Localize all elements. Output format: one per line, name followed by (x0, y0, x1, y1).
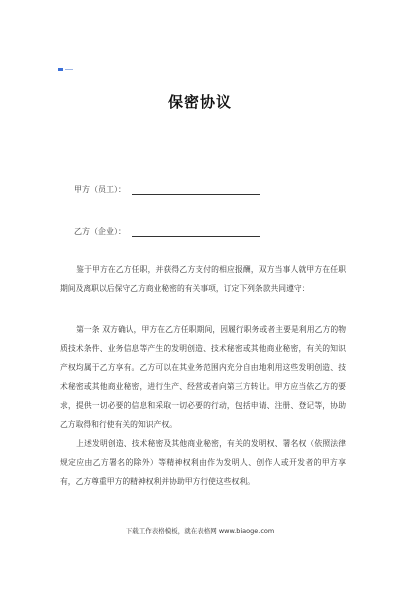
footer-text: 下载工作表格模板，就在表格网 www.biaoge.com (125, 527, 275, 535)
party-b-label: 乙方（企业）： (74, 227, 126, 236)
header-mark (58, 68, 73, 71)
party-a-label: 甲方（员工）： (74, 185, 126, 194)
document-title: 保密协议 (167, 93, 232, 111)
article-1-paragraph (60, 320, 346, 434)
preamble-paragraph (60, 260, 346, 298)
article-1-text: 第一条 双方确认，甲方在乙方任职期间，因履行职务或者主要是利用乙方的物质技术条件、业务信息等产生的发明创造、技术秘密或其他商业秘密，有关的知识产权均属于乙方享有。乙方可以在其业务范围内充分自由地利用这些发明创造、技术秘密或其他商业秘密，进行生产、经营或者向第三方转让。甲方应当依乙方的要求，提供一切必要的信息和采取一切必要的行动，包括申请、注册、登记等，协助乙方取得和行使有关的知识产权。 (60, 325, 346, 429)
party-b-row (74, 226, 260, 237)
preamble-text: 鉴于甲方在乙方任职，并获得乙方支付的相应报酬，双方当事人就甲方在任职期间及离职以后保守乙方商业秘密的有关事项，订定下列条款共同遵守： (60, 265, 346, 293)
article-1-paragraph-2 (60, 434, 346, 491)
header-mark-bar (58, 68, 63, 71)
party-b-blank-line (132, 227, 260, 237)
party-a-blank-line (132, 185, 260, 195)
party-a-row (74, 184, 260, 195)
article-1-text-2: 上述发明创造、技术秘密及其他商业秘密，有关的发明权、署名权（依照法律规定应由乙方署名的除外）等精神权利由作为发明人、创作人或开发者的甲方享有，乙方尊重甲方的精神权利并协助甲方行使这些权利。 (60, 439, 346, 486)
header-mark-dash (65, 69, 73, 70)
